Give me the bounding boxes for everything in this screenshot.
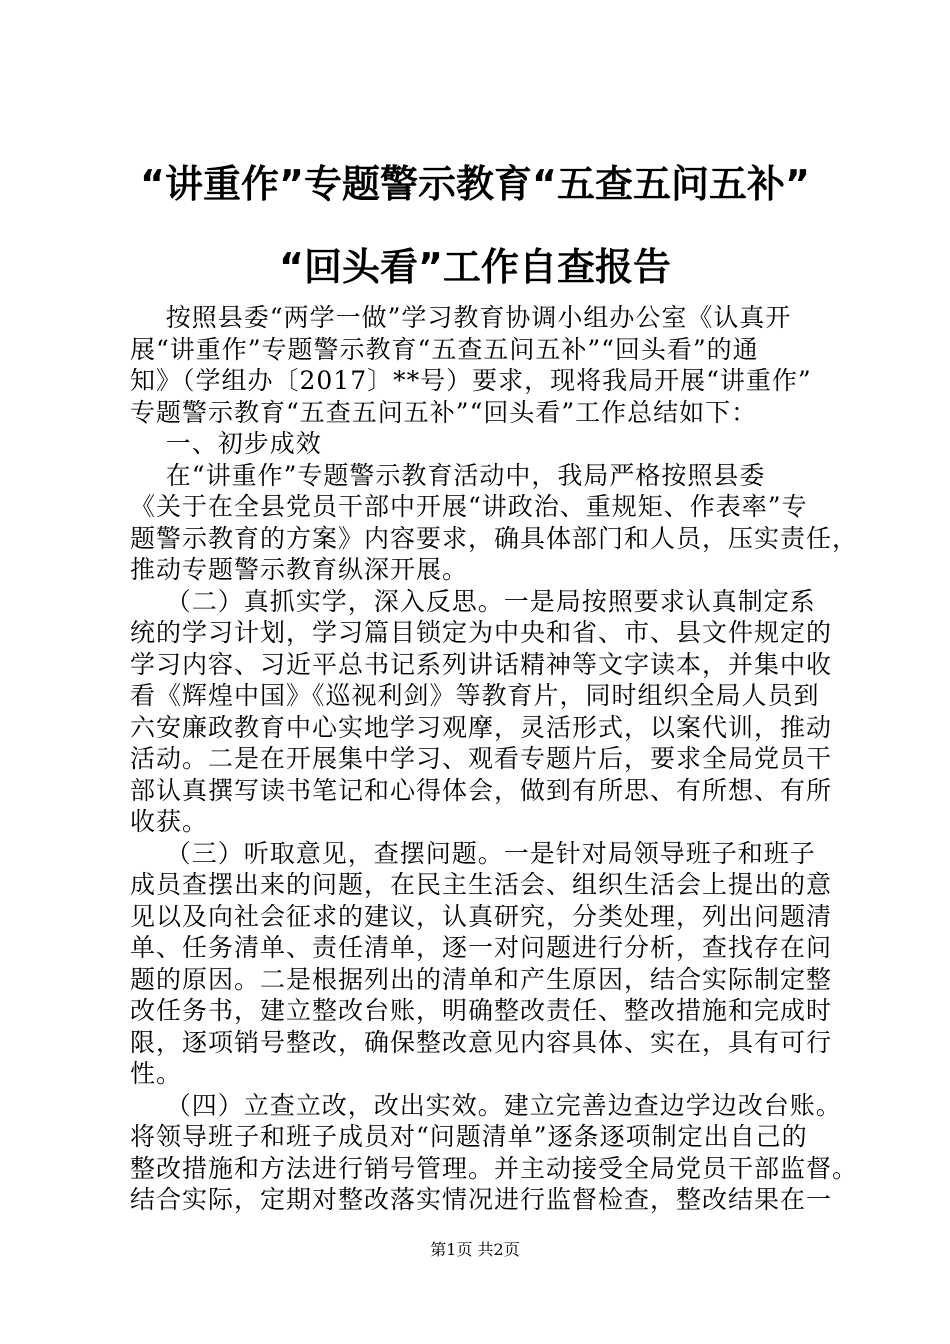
- body-text-line: 整改措施和方法进行销号管理。并主动接受全局党员干部监督。: [130, 1153, 859, 1183]
- body-text-line: 结合实际，定期对整改落实情况进行监督检查，整改结果在一: [130, 1185, 833, 1214]
- body-text-line: 活动。二是在开展集中学习、观看专题片后，要求全局党员干: [130, 744, 833, 773]
- document-body: [130, 302, 859, 1216]
- body-text-line: 改任务书，建立整改台账，明确整改责任、整改措施和完成时: [130, 996, 833, 1025]
- body-text-line: 展“讲重作”专题警示教育“五查五问五补”“回头看”的通: [130, 334, 759, 364]
- body-text-line: 学习内容、习近平总书记系列讲话精神等文字读本，并集中收: [130, 649, 833, 679]
- document-title-line-2: “回头看”工作自查报告: [279, 245, 671, 289]
- body-text-line: 部认真撰写读书笔记和心得体会，做到有所思、有所想、有所: [130, 775, 833, 805]
- body-text-line: 性。: [130, 1059, 183, 1088]
- body-text-line: 知》（学组办〔2017〕**号）要求，现将我局开展“讲重作”: [130, 366, 812, 395]
- body-text-line: 成员查摆出来的问题，在民主生活会、组织生活会上提出的意: [130, 870, 833, 899]
- body-text-line: 见以及向社会征求的建议，认真研究，分类处理，列出问题清: [130, 901, 833, 931]
- body-text-line: 题的原因。二是根据列出的清单和产生原因，结合实际制定整: [130, 964, 833, 994]
- body-text-line: 按照县委“两学一做”学习教育协调小组办公室《认真开: [130, 303, 792, 332]
- body-text-line: 专题警示教育“五查五问五补”“回头看”工作总结如下：: [130, 397, 758, 427]
- body-text-line: 题警示教育的方案》内容要求，确具体部门和人员，压实责任，: [130, 523, 859, 553]
- body-text-line: （三）听取意见，查摆问题。一是针对局领导班子和班子: [130, 838, 816, 868]
- body-text-line: （四）立查立改，改出实效。建立完善边查边学边改台账。: [130, 1090, 842, 1120]
- body-text-line: 将领导班子和班子成员对“问题清单”逐条逐项制定出自己的: [130, 1122, 808, 1151]
- body-text-line: 《关于在全县党员干部中开展“讲政治、重规矩、作表率”专: [130, 492, 808, 521]
- body-text-line: 在“讲重作”专题警示教育活动中，我局严格按照县委: [130, 460, 766, 490]
- body-text-line: 统的学习计划，学习篇目锁定为中央和省、市、县文件规定的: [130, 618, 833, 647]
- body-text-line: 六安廉政教育中心实地学习观摩，灵活形式，以案代训，推动: [130, 712, 833, 742]
- body-text-line: 一、初步成效: [130, 429, 322, 458]
- document-title-line-1: “讲重作”专题警示教育“五查五问五补”: [140, 162, 810, 206]
- body-text-line: 限，逐项销号整改，确保整改意见内容具体、实在，具有可行: [130, 1027, 833, 1057]
- body-text-line: 单、任务清单、责任清单，逐一对问题进行分析，查找存在问: [130, 933, 833, 962]
- body-text-line: 看《辉煌中国》《巡视利剑》等教育片，同时组织全局人员到: [130, 681, 820, 710]
- body-text-line: （二）真抓实学，深入反思。一是局按照要求认真制定系: [130, 586, 816, 616]
- body-text-line: 推动专题警示教育纵深开展。: [130, 555, 469, 584]
- body-text-line: 收获。: [130, 807, 209, 836]
- page-footer: 第1页 共2页: [430, 1240, 520, 1259]
